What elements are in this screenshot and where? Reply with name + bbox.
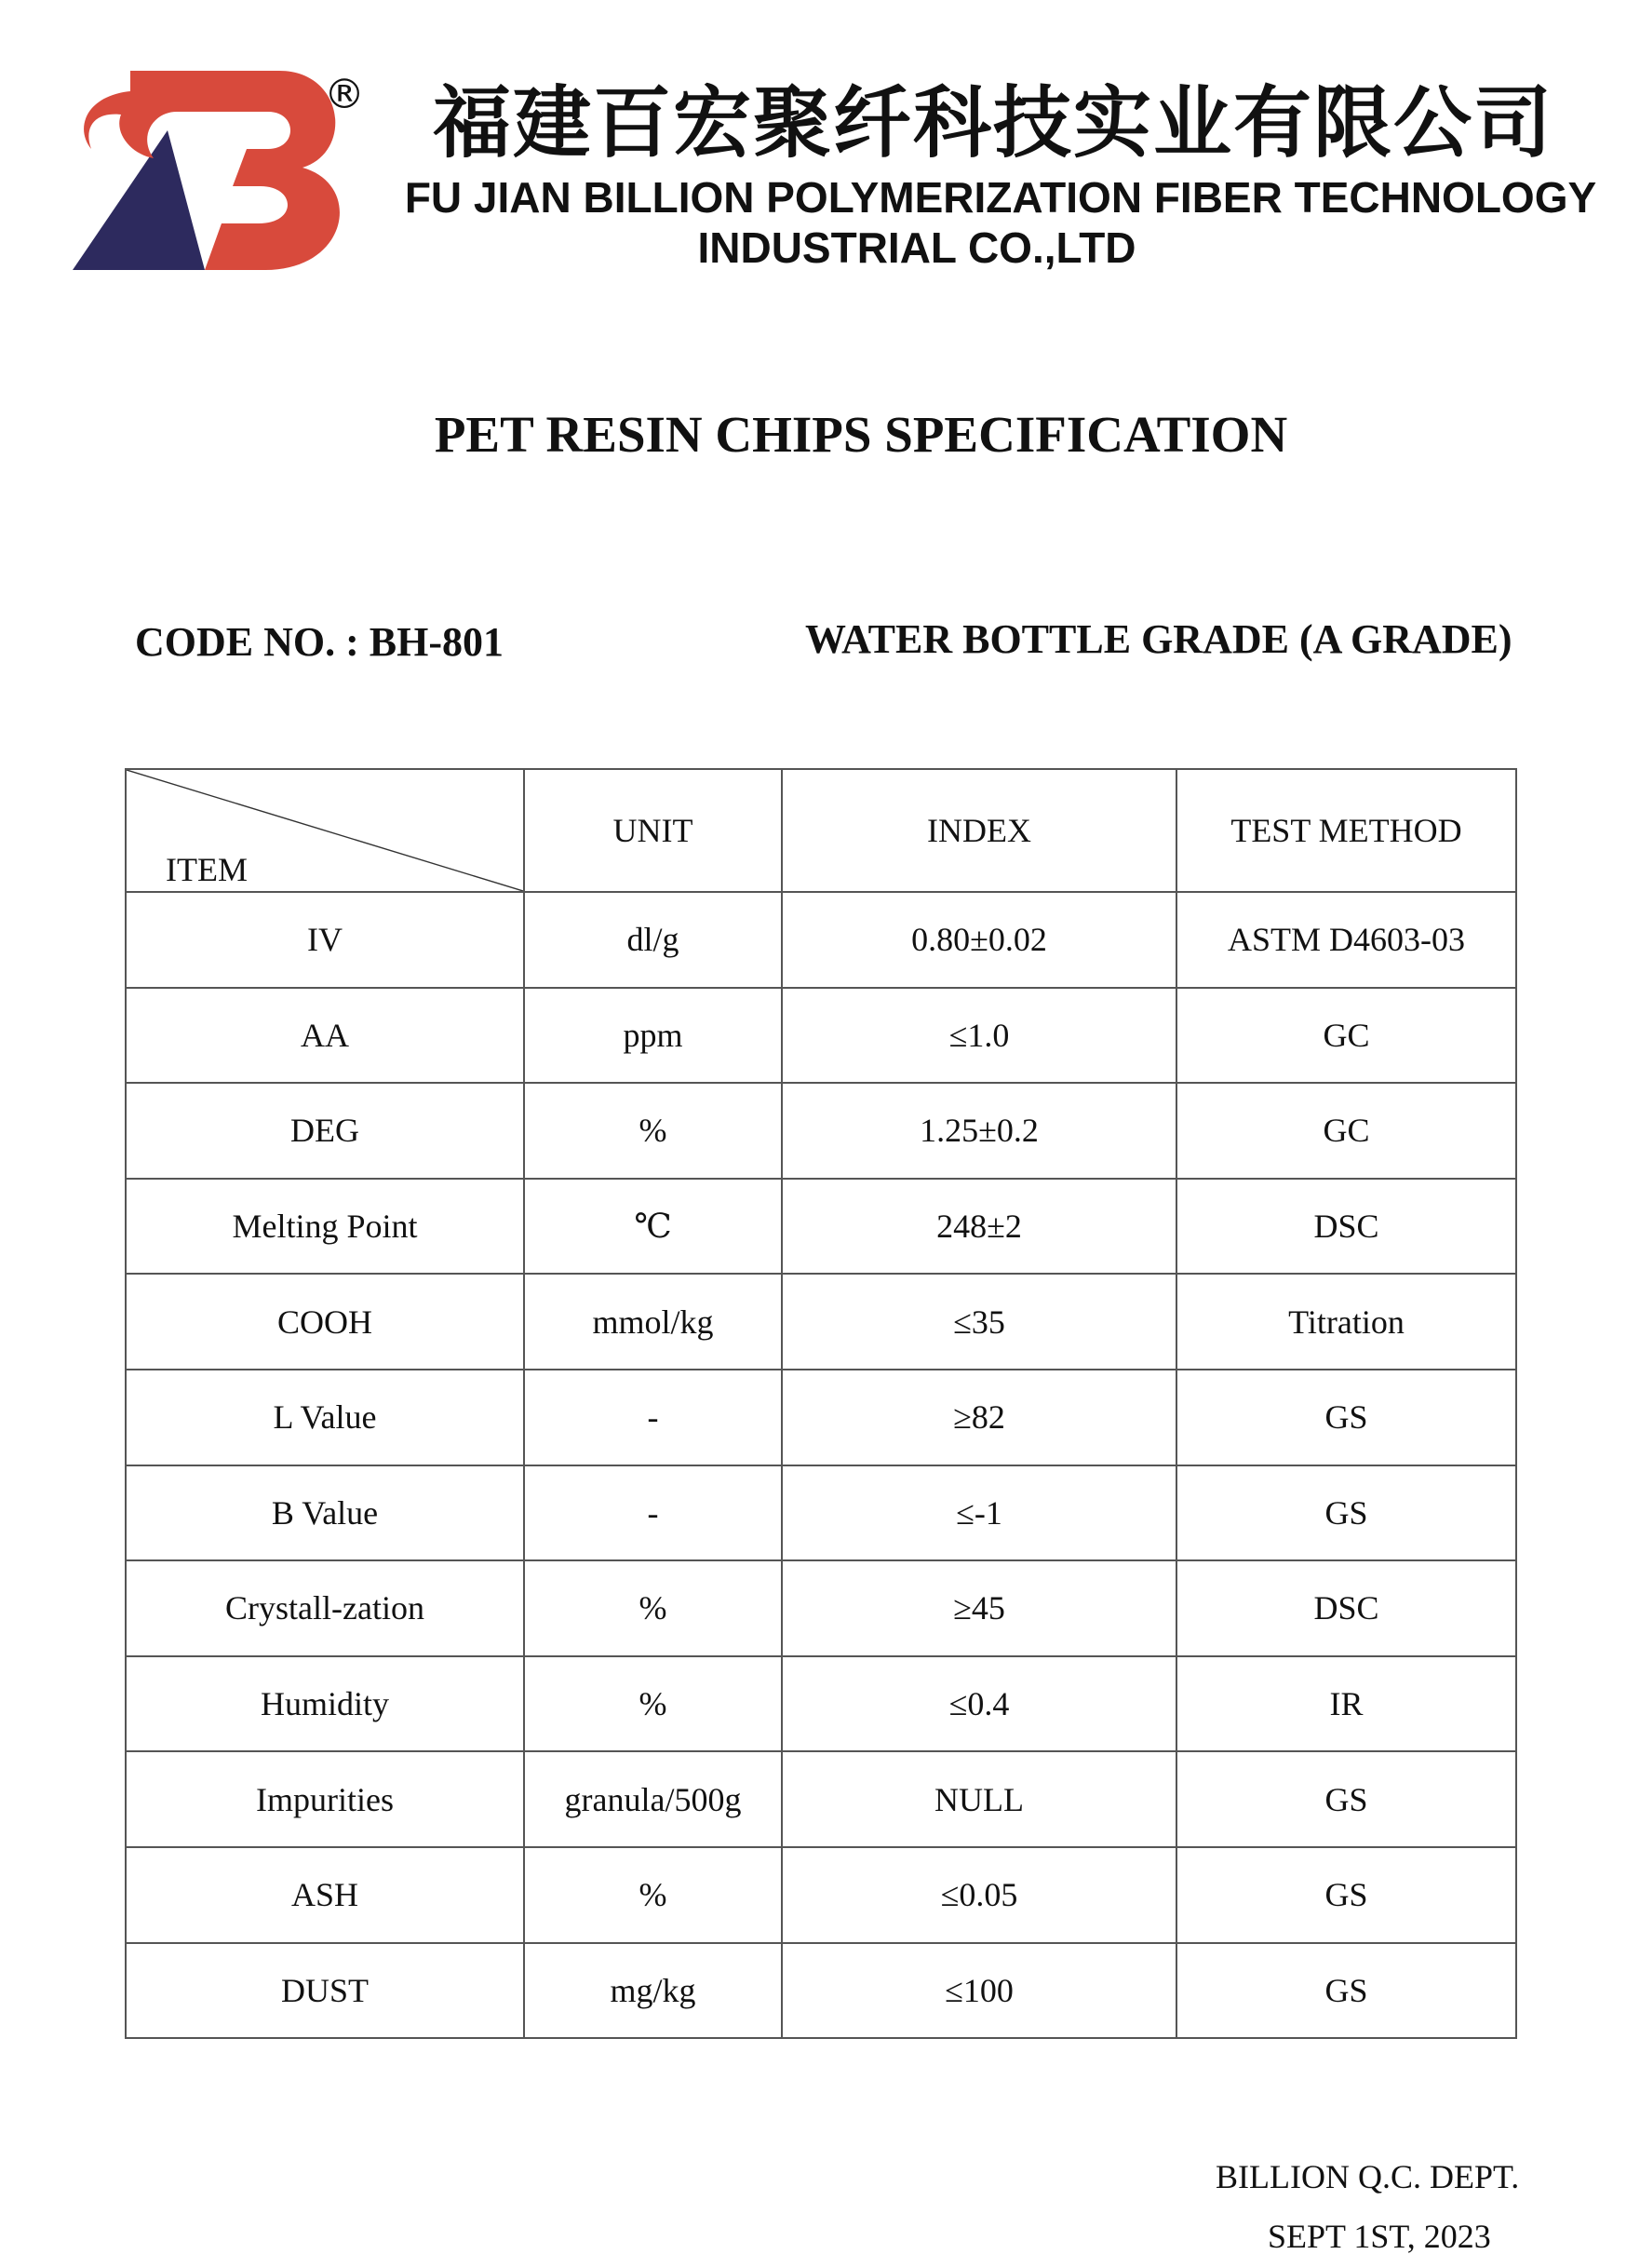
unit-cell: % <box>524 1560 782 1656</box>
index-cell: ≤0.4 <box>782 1656 1176 1752</box>
unit-cell: - <box>524 1465 782 1561</box>
table-row <box>126 1943 1516 2039</box>
unit-cell: ℃ <box>524 1179 782 1275</box>
test-method-cell: GS <box>1176 1751 1516 1847</box>
item-cell: ASH <box>126 1847 524 1943</box>
index-cell: 248±2 <box>782 1179 1176 1275</box>
index-cell: ≤1.0 <box>782 988 1176 1084</box>
table-row <box>126 1179 1516 1275</box>
item-cell: IV <box>126 892 524 988</box>
test-method-cell: GC <box>1176 1083 1516 1179</box>
table-row <box>126 988 1516 1084</box>
company-name-en-line2: INDUSTRIAL CO.,LTD <box>697 223 1136 272</box>
item-cell: Humidity <box>126 1656 524 1752</box>
test-method-cell: GS <box>1176 1943 1516 2039</box>
index-cell: 1.25±0.2 <box>782 1083 1176 1179</box>
test-method-cell: ASTM D4603-03 <box>1176 892 1516 988</box>
item-cell: DEG <box>126 1083 524 1179</box>
index-cell: NULL <box>782 1751 1176 1847</box>
test-method-cell: GC <box>1176 988 1516 1084</box>
table-row <box>126 1274 1516 1370</box>
specification-table <box>125 768 1517 2039</box>
table-row <box>126 1083 1516 1179</box>
unit-header: UNIT <box>524 769 782 892</box>
unit-cell: % <box>524 1847 782 1943</box>
item-header-cell <box>126 769 524 892</box>
company-logo <box>65 63 372 277</box>
unit-cell: mmol/kg <box>524 1274 782 1370</box>
test-method-cell: DSC <box>1176 1179 1516 1275</box>
item-cell: Impurities <box>126 1751 524 1847</box>
index-cell: ≤-1 <box>782 1465 1176 1561</box>
unit-cell: - <box>524 1370 782 1465</box>
test-method-cell: IR <box>1176 1656 1516 1752</box>
company-name-en-line1: FU JIAN BILLION POLYMERIZATION FIBER TECHNOLOGY <box>404 173 1597 222</box>
index-cell: 0.80±0.02 <box>782 892 1176 988</box>
unit-cell: ppm <box>524 988 782 1084</box>
test-method-cell: DSC <box>1176 1560 1516 1656</box>
item-cell: B Value <box>126 1465 524 1561</box>
index-cell: ≤35 <box>782 1274 1176 1370</box>
test-method-cell: Titration <box>1176 1274 1516 1370</box>
test-method-header: TEST METHOD <box>1176 769 1516 892</box>
test-method-cell: GS <box>1176 1465 1516 1561</box>
index-cell: ≥82 <box>782 1370 1176 1465</box>
table-header-row <box>126 769 1516 892</box>
qc-department: BILLION Q.C. DEPT. <box>1216 2158 1520 2195</box>
item-cell: AA <box>126 988 524 1084</box>
registered-mark: ® <box>324 71 365 118</box>
item-cell: DUST <box>126 1943 524 2039</box>
grade-label: WATER BOTTLE GRADE (A GRADE) <box>805 616 1512 662</box>
unit-cell: granula/500g <box>524 1751 782 1847</box>
item-cell: COOH <box>126 1274 524 1370</box>
test-method-cell: GS <box>1176 1847 1516 1943</box>
index-cell: ≤100 <box>782 1943 1176 2039</box>
document-date: SEPT 1ST, 2023 <box>1268 2218 1491 2255</box>
item-cell: L Value <box>126 1370 524 1465</box>
table-row <box>126 1370 1516 1465</box>
unit-cell: % <box>524 1083 782 1179</box>
code-number: CODE NO. : BH-801 <box>135 619 504 665</box>
index-header: INDEX <box>782 769 1176 892</box>
test-method-cell: GS <box>1176 1370 1516 1465</box>
item-cell: Crystall-zation <box>126 1560 524 1656</box>
table-row <box>126 1751 1516 1847</box>
unit-cell: % <box>524 1656 782 1752</box>
unit-cell: dl/g <box>524 892 782 988</box>
item-header: ITEM <box>166 851 248 888</box>
index-cell: ≤0.05 <box>782 1847 1176 1943</box>
table-row <box>126 1656 1516 1752</box>
company-name-cn: 福建百宏聚纤科技实业有限公司 <box>433 77 1554 169</box>
unit-cell: mg/kg <box>524 1943 782 2039</box>
item-cell: Melting Point <box>126 1179 524 1275</box>
table-row <box>126 1465 1516 1561</box>
table-row <box>126 1560 1516 1656</box>
table-row <box>126 892 1516 988</box>
index-cell: ≥45 <box>782 1560 1176 1656</box>
table-row <box>126 1847 1516 1943</box>
document-title: PET RESIN CHIPS SPECIFICATION <box>434 406 1288 463</box>
